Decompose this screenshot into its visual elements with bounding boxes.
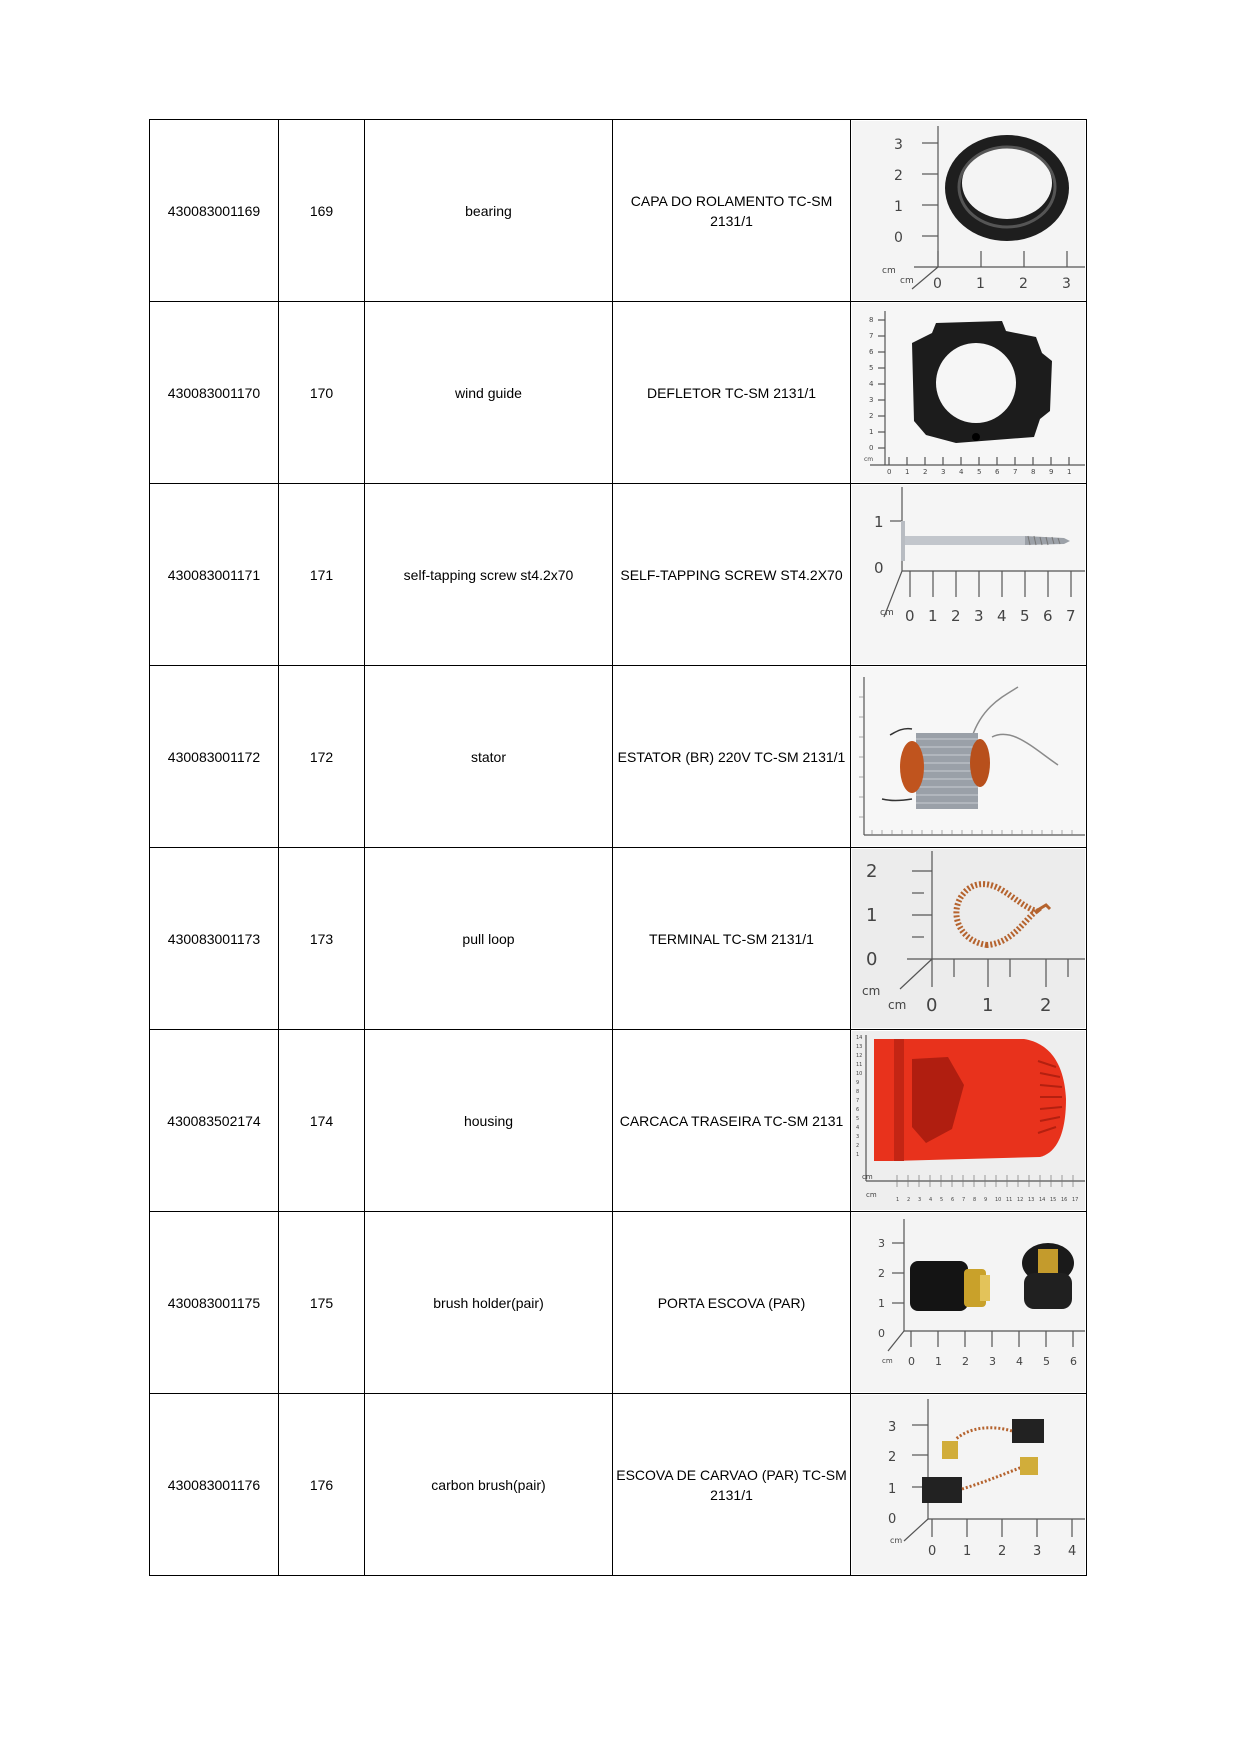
scale-y-label: 2 bbox=[878, 1267, 885, 1280]
scale-unit: cm bbox=[900, 276, 914, 286]
part-photo bbox=[851, 484, 1087, 666]
scale-x-label: 3 bbox=[918, 1197, 922, 1203]
part-name-en: brush holder(pair) bbox=[365, 1212, 613, 1394]
scale-x-label: 5 bbox=[1043, 1355, 1050, 1368]
table-row bbox=[150, 120, 1087, 302]
scale-y-label: 5 bbox=[869, 364, 874, 372]
scale-unit: cm bbox=[880, 608, 894, 618]
scale-y-label: 3 bbox=[856, 1134, 860, 1140]
scale-x-label: 2 bbox=[951, 607, 961, 625]
scale-x-label: 0 bbox=[887, 468, 892, 476]
part-name-pt: PORTA ESCOVA (PAR) bbox=[613, 1212, 851, 1394]
scale-x-label: 7 bbox=[1066, 607, 1076, 625]
part-number: 170 bbox=[279, 302, 365, 484]
part-number: 174 bbox=[279, 1030, 365, 1212]
scale-x-label: 1 bbox=[963, 1544, 972, 1559]
scale-x-label: 15 bbox=[1050, 1197, 1057, 1203]
scale-x-label: 13 bbox=[1028, 1197, 1035, 1203]
scale-y-label: 13 bbox=[856, 1044, 863, 1050]
scale-y-label: 8 bbox=[869, 316, 874, 324]
scale-x-label: 3 bbox=[989, 1355, 996, 1368]
part-name-en: pull loop bbox=[365, 848, 613, 1030]
part-photo bbox=[851, 1212, 1087, 1394]
part-number: 172 bbox=[279, 666, 365, 848]
scale-y-label: 11 bbox=[856, 1062, 863, 1068]
scale-y-label: 1 bbox=[866, 905, 878, 926]
scale-y-label: 6 bbox=[856, 1107, 860, 1113]
part-code: 430083001171 bbox=[150, 484, 279, 666]
scale-y-label: 3 bbox=[894, 137, 903, 153]
scale-x-label: 5 bbox=[977, 468, 982, 476]
scale-x-label: 2 bbox=[998, 1544, 1007, 1559]
scale-unit: cm bbox=[882, 266, 896, 276]
scale-y-label: 1 bbox=[888, 1482, 897, 1497]
table-row bbox=[150, 1030, 1087, 1212]
part-number: 171 bbox=[279, 484, 365, 666]
part-code: 430083001175 bbox=[150, 1212, 279, 1394]
scale-x-label: 1 bbox=[982, 995, 994, 1016]
scale-x-label: 1 bbox=[896, 1197, 900, 1203]
part-code: 430083502174 bbox=[150, 1030, 279, 1212]
scale-x-label: 9 bbox=[984, 1197, 988, 1203]
scale-y-label: 5 bbox=[856, 1116, 860, 1122]
scale-x-label: 1 bbox=[905, 468, 910, 476]
scale-x-label: 0 bbox=[905, 607, 915, 625]
carbon-brush-photo bbox=[852, 1395, 1085, 1574]
part-name-pt: ESCOVA DE CARVAO (PAR) TC-SM 2131/1 bbox=[613, 1394, 851, 1576]
scale-y-label: 2 bbox=[856, 1143, 860, 1149]
scale-x-label: 14 bbox=[1039, 1197, 1046, 1203]
scale-y-label: 2 bbox=[894, 168, 903, 184]
scale-x-label: 5 bbox=[1020, 607, 1030, 625]
scale-x-label: 4 bbox=[959, 468, 964, 476]
part-name-en: self-tapping screw st4.2x70 bbox=[365, 484, 613, 666]
scale-y-label: 3 bbox=[869, 396, 874, 404]
scale-x-label: 9 bbox=[1049, 468, 1054, 476]
scale-y-label: 0 bbox=[888, 1512, 897, 1527]
part-number: 169 bbox=[279, 120, 365, 302]
scale-y-label: 14 bbox=[856, 1035, 863, 1041]
scale-x-label: 1 bbox=[928, 607, 938, 625]
scale-unit: cm bbox=[862, 1173, 873, 1181]
brush-holder-photo bbox=[852, 1213, 1085, 1392]
part-photo bbox=[851, 1394, 1087, 1576]
scale-x-label: 17 bbox=[1072, 1197, 1079, 1203]
scale-x-label: 3 bbox=[1062, 276, 1071, 292]
part-name-en: carbon brush(pair) bbox=[365, 1394, 613, 1576]
part-name-pt: TERMINAL TC-SM 2131/1 bbox=[613, 848, 851, 1030]
housing-photo bbox=[852, 1031, 1085, 1210]
scale-y-label: 1 bbox=[894, 199, 903, 215]
scale-x-label: 6 bbox=[1043, 607, 1053, 625]
part-name-en: housing bbox=[365, 1030, 613, 1212]
scale-y-label: 6 bbox=[869, 348, 874, 356]
part-photo bbox=[851, 120, 1087, 302]
part-name-pt: ESTATOR (BR) 220V TC-SM 2131/1 bbox=[613, 666, 851, 848]
scale-y-label: 0 bbox=[866, 949, 878, 970]
part-code: 430083001173 bbox=[150, 848, 279, 1030]
part-name-pt: CAPA DO ROLAMENTO TC-SM 2131/1 bbox=[613, 120, 851, 302]
stator-photo bbox=[852, 667, 1085, 846]
scale-x-label: 2 bbox=[1040, 995, 1052, 1016]
scale-y-label: 4 bbox=[869, 380, 874, 388]
scale-y-label: 3 bbox=[888, 1420, 897, 1435]
part-name-pt: DEFLETOR TC-SM 2131/1 bbox=[613, 302, 851, 484]
scale-y-label: 0 bbox=[874, 559, 884, 577]
screw-photo bbox=[852, 485, 1085, 664]
scale-y-label: 2 bbox=[866, 861, 878, 882]
scale-y-label: 4 bbox=[856, 1125, 860, 1131]
scale-x-label: 8 bbox=[1031, 468, 1036, 476]
part-name-en: stator bbox=[365, 666, 613, 848]
scale-x-label: 6 bbox=[1070, 1355, 1077, 1368]
table-row bbox=[150, 666, 1087, 848]
scale-unit: cm bbox=[882, 1357, 893, 1365]
scale-x-label: 1 bbox=[1067, 468, 1072, 476]
scale-x-label: 3 bbox=[974, 607, 984, 625]
scale-x-label: 2 bbox=[962, 1355, 969, 1368]
scale-y-label: 2 bbox=[869, 412, 874, 420]
part-photo bbox=[851, 1030, 1087, 1212]
part-photo bbox=[851, 302, 1087, 484]
scale-unit: cm bbox=[866, 1191, 877, 1199]
scale-y-label: 8 bbox=[856, 1089, 860, 1095]
part-number: 175 bbox=[279, 1212, 365, 1394]
scale-y-label: 1 bbox=[874, 513, 884, 531]
scale-y-label: 12 bbox=[856, 1053, 863, 1059]
scale-y-label: 3 bbox=[878, 1237, 885, 1250]
part-code: 430083001176 bbox=[150, 1394, 279, 1576]
scale-x-label: 6 bbox=[995, 468, 1000, 476]
scale-y-label: 0 bbox=[878, 1327, 885, 1340]
scale-x-label: 8 bbox=[973, 1197, 977, 1203]
table-row bbox=[150, 1394, 1087, 1576]
wind-guide-photo bbox=[852, 303, 1085, 482]
scale-x-label: 6 bbox=[951, 1197, 955, 1203]
bearing-cap-photo bbox=[852, 121, 1085, 300]
scale-x-label: 4 bbox=[1016, 1355, 1023, 1368]
scale-x-label: 4 bbox=[929, 1197, 933, 1203]
scale-x-label: 5 bbox=[940, 1197, 944, 1203]
part-photo bbox=[851, 666, 1087, 848]
scale-x-label: 0 bbox=[928, 1544, 937, 1559]
scale-x-label: 12 bbox=[1017, 1197, 1024, 1203]
table-row bbox=[150, 848, 1087, 1030]
scale-x-label: 16 bbox=[1061, 1197, 1068, 1203]
part-number: 173 bbox=[279, 848, 365, 1030]
part-photo bbox=[851, 848, 1087, 1030]
scale-x-label: 1 bbox=[976, 276, 985, 292]
table-row bbox=[150, 484, 1087, 666]
scale-x-label: 4 bbox=[1068, 1544, 1077, 1559]
scale-y-label: 7 bbox=[856, 1098, 860, 1104]
scale-x-label: 0 bbox=[933, 276, 942, 292]
scale-y-label: 2 bbox=[888, 1450, 897, 1465]
table-row bbox=[150, 302, 1087, 484]
parts-table bbox=[149, 119, 1087, 1576]
scale-x-label: 7 bbox=[1013, 468, 1018, 476]
scale-x-label: 1 bbox=[935, 1355, 942, 1368]
scale-unit: cm bbox=[890, 1536, 903, 1545]
scale-x-label: 4 bbox=[997, 607, 1007, 625]
part-name-pt: SELF-TAPPING SCREW ST4.2X70 bbox=[613, 484, 851, 666]
scale-x-label: 2 bbox=[907, 1197, 911, 1203]
scale-x-label: 3 bbox=[1033, 1544, 1042, 1559]
part-name-pt: CARCACA TRASEIRA TC-SM 2131 bbox=[613, 1030, 851, 1212]
part-code: 430083001172 bbox=[150, 666, 279, 848]
scale-x-label: 2 bbox=[1019, 276, 1028, 292]
scale-unit: cm bbox=[888, 998, 907, 1012]
scale-y-label: 1 bbox=[869, 428, 874, 436]
scale-x-label: 0 bbox=[908, 1355, 915, 1368]
scale-y-label: 0 bbox=[869, 444, 874, 452]
scale-x-label: 11 bbox=[1006, 1197, 1013, 1203]
part-number: 176 bbox=[279, 1394, 365, 1576]
scale-y-label: 10 bbox=[856, 1071, 863, 1077]
table-row bbox=[150, 1212, 1087, 1394]
part-code: 430083001170 bbox=[150, 302, 279, 484]
part-name-en: bearing bbox=[365, 120, 613, 302]
scale-unit: cm bbox=[864, 456, 874, 463]
part-code: 430083001169 bbox=[150, 120, 279, 302]
scale-x-label: 0 bbox=[926, 995, 938, 1016]
part-name-en: wind guide bbox=[365, 302, 613, 484]
scale-y-label: 7 bbox=[869, 332, 874, 340]
scale-x-label: 10 bbox=[995, 1197, 1002, 1203]
scale-y-label: 0 bbox=[894, 230, 903, 246]
scale-x-label: 7 bbox=[962, 1197, 966, 1203]
scale-unit: cm bbox=[862, 984, 881, 998]
scale-y-label: 1 bbox=[856, 1152, 860, 1158]
pull-loop-photo bbox=[852, 849, 1085, 1028]
scale-y-label: 1 bbox=[878, 1297, 885, 1310]
scale-y-label: 9 bbox=[856, 1080, 860, 1086]
scale-x-label: 3 bbox=[941, 468, 946, 476]
scale-x-label: 2 bbox=[923, 468, 928, 476]
